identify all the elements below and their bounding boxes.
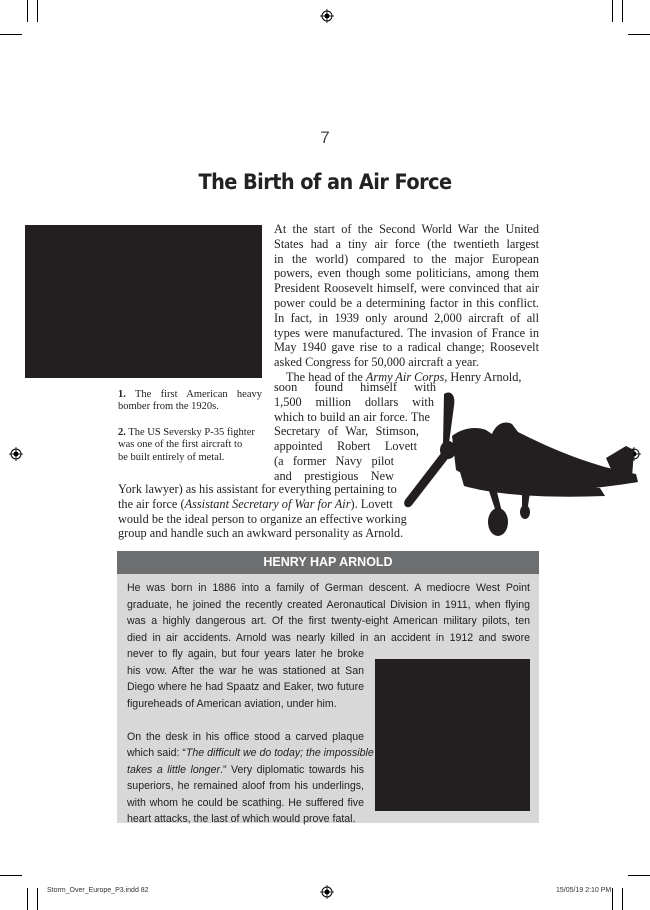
chapter-title: The Birth of an Air Force	[198, 170, 452, 194]
text-line: powers, even though some politicians, among them	[274, 266, 539, 281]
slug-filename: Storm_Over_Europe_P3.indd 82	[47, 887, 149, 894]
text-line: He was born in 1886 into a family of German descent. A mediocre West Point	[127, 582, 530, 594]
text-line: never to fly again, but four years later he broke	[127, 648, 364, 660]
text-line: would be the ideal person to organize an effective working	[118, 511, 407, 526]
arnold-quote: The difficult we do today; the impossible	[185, 747, 374, 759]
text-fragment: which said: “	[127, 747, 186, 759]
title-italic: Assistant Secretary of War for Air	[184, 496, 351, 511]
text-line: appointed Robert Lovett	[274, 439, 417, 454]
text-line: At the start of the Second World War the United	[274, 222, 539, 236]
text-line: superiors, he remained aloof from his underlings,	[127, 780, 364, 792]
biography-text	[127, 580, 530, 646]
text-fragment: The head of the	[286, 369, 366, 384]
caption-1	[118, 389, 262, 414]
text-line: in the world) compared to the major European	[274, 251, 539, 266]
caption-number: 1.	[118, 389, 126, 400]
caption-text: was one of the first aircraft to	[118, 439, 243, 451]
text-line: his vow. After the war he was stationed at San	[127, 664, 364, 677]
text-line: President Roosevelt himself, were convinced that air	[274, 281, 539, 296]
text-line: In fact, in 1939 only around 2,000 aircraft of all	[274, 310, 539, 325]
caption-text: bomber from the 1920s.	[118, 401, 219, 413]
text-fragment: the air force (	[118, 496, 185, 511]
caption-text: be built entirely of metal.	[118, 451, 225, 463]
text-line: group and handle such an awkward personality as Arnold.	[118, 526, 404, 541]
text-line: (a former Navy pilot	[274, 453, 394, 468]
biography-box-title: HENRY HAP ARNOLD	[117, 551, 539, 574]
text-line: died in air accidents. Arnold was nearly killed in an accident in 1912 and swore	[127, 631, 530, 644]
text-line: types were manufactured. The invasion of France in	[274, 325, 539, 340]
intro-paragraph	[274, 222, 539, 385]
text-line: graduate, he joined the recently created Aeronautical Division in 1911, when flying	[127, 598, 530, 611]
registration-mark-icon	[320, 885, 334, 899]
caption-text: The first American heavy	[134, 389, 262, 400]
bomber-photo	[25, 225, 262, 378]
arnold-quote: takes a little longer	[127, 763, 220, 776]
text-line: On the desk in his office stood a carved plaque	[127, 730, 364, 743]
text-fragment: ). Lovett	[350, 496, 393, 511]
biography-text-narrow	[127, 646, 374, 828]
army-air-corps-name: Army Air Corps	[365, 369, 445, 384]
text-line: Diego where he had Spaatz and Eaker, two future	[127, 681, 364, 693]
text-line: with whom he could be scathing. He suffered five	[127, 796, 364, 809]
caption-2	[118, 427, 262, 464]
text-fragment: .” Very diplomatic towards his	[220, 763, 364, 776]
text-line: and prestigious New	[274, 468, 394, 483]
fighter-plane-silhouette-icon	[400, 388, 640, 540]
text-line: Secretary of War, Stimson,	[274, 424, 419, 439]
text-line	[127, 762, 364, 779]
slug-datetime: 15/05/19 2:10 PM	[556, 887, 612, 894]
blank-line	[127, 712, 364, 729]
text-line: York lawyer) as his assistant for everything pertaining to	[118, 482, 397, 496]
text-line: 1,500 million dollars with	[274, 394, 434, 409]
page-number: 7	[320, 128, 330, 147]
text-line: soon found himself with	[274, 380, 436, 394]
text-line: States had a tiny air force (the twentieth largest	[274, 236, 539, 251]
text-line: figureheads of American aviation, under him.	[127, 697, 337, 710]
text-line: asked Congress for 50,000 aircraft a year.	[274, 355, 479, 370]
text-line	[118, 497, 407, 512]
registration-mark-icon	[320, 9, 334, 23]
arnold-photo	[375, 659, 530, 811]
text-line: was a highly dangerous art. Of the first twenty-eight American military pilots, ten	[127, 615, 530, 627]
caption-number: 2.	[118, 427, 126, 438]
text-line: heart attacks, the last of which would prove fatal.	[127, 813, 356, 825]
text-fragment: , Henry Arnold,	[444, 369, 522, 384]
intro-ending	[118, 482, 407, 541]
text-line: power could be a determining factor in this conflict.	[274, 295, 539, 310]
text-line	[127, 745, 374, 762]
text-line: which to build an air force. The	[274, 409, 430, 424]
caption-text: The US Seversky P-35 fighter	[128, 427, 255, 438]
registration-mark-icon	[9, 447, 23, 461]
text-line: May 1940 gave rise to a radical change; Roosevelt	[274, 340, 539, 355]
